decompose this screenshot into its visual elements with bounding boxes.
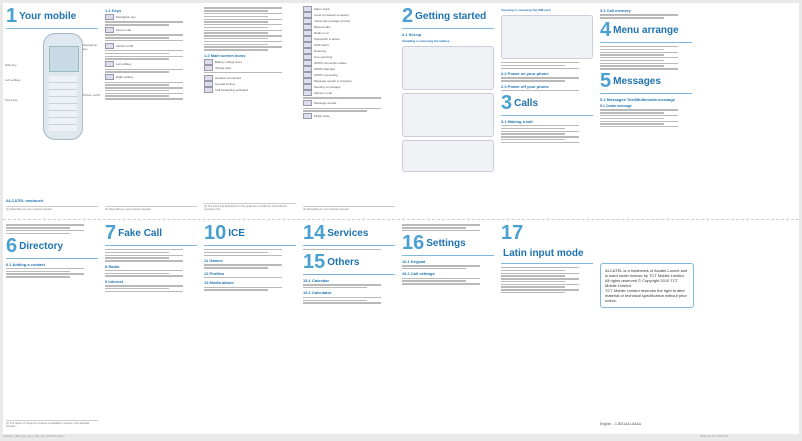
back-cover-illustration: [402, 140, 494, 172]
section-number: 4: [600, 18, 612, 41]
column-settings: [399, 220, 497, 432]
subheading-calendar: 15.1 Calendar: [303, 277, 330, 283]
column-legal: [597, 220, 697, 432]
column-keys: [102, 3, 200, 215]
column-services: [300, 220, 398, 432]
section-title: Your mobile: [19, 11, 77, 22]
callout-end-key: Power on/off: [83, 93, 100, 97]
column-latin-input: [498, 220, 596, 432]
print-footer: IP4641_20D_QG_Eng_GB_04_101016.indd 1: [3, 434, 65, 438]
section-title: Settings: [426, 237, 466, 249]
battery-illustration-2: [402, 93, 494, 137]
print-date: 2010-10-16 16:03:49: [700, 434, 728, 438]
subheading-profiles: 12 Profiles: [204, 270, 225, 276]
section-number: 6: [6, 234, 18, 257]
top-half: [3, 3, 799, 219]
section-number: 17: [501, 222, 524, 244]
legal-box: [600, 263, 694, 308]
subheading-calculator: 15.2 Calculator: [303, 290, 332, 296]
subheading-battery: Installing or removing the battery: [402, 39, 450, 43]
phone-illustration: [43, 33, 83, 140]
section-number: 7: [105, 222, 117, 244]
section-number: 15: [303, 250, 326, 273]
footnote: (1) Depending on your network operator.: [105, 206, 197, 211]
subheading-create-message: 5.1 Create message: [600, 103, 632, 108]
battery-illustration: [402, 46, 494, 90]
subheading-mms: 5.1 Messages Text/Multimedia message: [600, 96, 676, 102]
section-number: 1: [6, 5, 18, 27]
subheading-keys: 1.1 Keys: [105, 8, 122, 13]
section-title: Calls: [514, 97, 539, 109]
subheading-games: 11 Games: [204, 257, 223, 263]
sim-illustration: [501, 15, 593, 59]
subheading-call-memory: 3.2 Call memory: [600, 8, 631, 13]
footnote: (1) The icons and illustrations in this guide are provided for informational purposes only.: [204, 203, 296, 211]
brand-logo: ALCATEL onetouch: [6, 198, 44, 203]
subheading-media: 13 Media album: [204, 280, 234, 286]
section-number: 3: [501, 91, 513, 114]
section-title: Directory: [19, 240, 64, 252]
column-directory: 6 Directory 6.1 Adding a contact (1) The option of Group for contacts is available in Various, Sort and Edit Number.: [3, 220, 101, 432]
subheading-making-call: 3.1 Making a call: [501, 118, 533, 124]
subheading-internet: 9 Internet: [105, 278, 124, 284]
footnote: (1) Depending on your network operator.: [303, 206, 395, 211]
section-title: Services: [327, 228, 369, 239]
keys-list: Navigation key Send a call Switch on/off Left softkey Right softkey: [105, 14, 197, 100]
subheading-setup: 2.1 Set-up: [402, 32, 422, 37]
callout-side-key: Side key: [5, 63, 17, 67]
subheading-radio: 8 Radio: [105, 263, 120, 269]
manual-sheet: [3, 3, 799, 434]
column-sim: [498, 3, 596, 215]
section-title: Messages: [613, 75, 661, 87]
column-fake-call: [102, 220, 200, 432]
section-number: 10: [204, 222, 227, 244]
column-menu-arrange: [597, 3, 695, 215]
callout-nav-key: Navigation key: [83, 43, 98, 51]
subheading-call-settings: 16.2 Call settings: [402, 271, 435, 277]
column-keys-cont: 1.2 Main screen icons Battery charge level Vibrate alert Headset connected Keypad locked Call forwarding activated (1) The icons and illustrations in this guide are provided for informational purposes only.: [201, 3, 299, 215]
reserve-text: TCT Mobile Limited reserves the right to alter material or technical specification without prior notice.: [605, 288, 687, 303]
section-number: 2: [402, 5, 414, 27]
column-your-mobile: [3, 3, 101, 215]
bottom-half: [3, 219, 799, 436]
column-icons: Alarm clock Level of network reception Voicemail message arrived Missed calls Radio is on Stopwatch is active WAP alerts Roaming Line selecting GPRS connection status GPRS attached GPRS connecting Message receipt in progress Sending a message Silence mode Message unread Flight mode (1) Depending on your network operator.: [300, 3, 398, 215]
section-title: Fake Call: [118, 228, 163, 239]
section-title: ICE: [228, 228, 245, 239]
divider: [6, 28, 98, 29]
section-title: Others: [327, 256, 360, 268]
subheading-sim: Inserting or removing the SIM card: [501, 8, 551, 12]
column-back: [696, 3, 799, 215]
section-title: Getting started: [415, 11, 487, 22]
section-title: Menu arrange: [613, 24, 679, 36]
column-getting-started: [399, 3, 497, 215]
language-code: English - CJB31AALAAAA: [600, 422, 642, 426]
section-title: Latin input mode: [503, 248, 584, 259]
subheading-power-off: 2.3 Power off your phone: [501, 83, 549, 89]
callout-send-key: Send key: [5, 98, 18, 102]
callout-left-softkey: Left softkey: [5, 78, 21, 82]
copyright-text: All rights reserved © Copyright 2010 TCT Mobile Limited.: [605, 278, 679, 288]
footnote: (1) Depending on your network operator.: [6, 206, 98, 211]
subheading-main-icons: 1.2 Main screen icons: [204, 52, 246, 58]
section-number: 16: [402, 231, 425, 254]
subheading-keypad: 16.1 Keypad: [402, 258, 426, 264]
column-ice: [201, 220, 299, 432]
section-number: 5: [600, 69, 612, 92]
section-number: 14: [303, 222, 326, 244]
subheading-power-on: 2.2 Power on your phone: [501, 70, 549, 76]
subheading-adding-contact: 6.1 Adding a contact: [6, 261, 45, 267]
trademark-text: ALCATEL is a trademark of Alcatel-Lucent and is used under license by TCT Mobile Limited.: [605, 268, 688, 278]
